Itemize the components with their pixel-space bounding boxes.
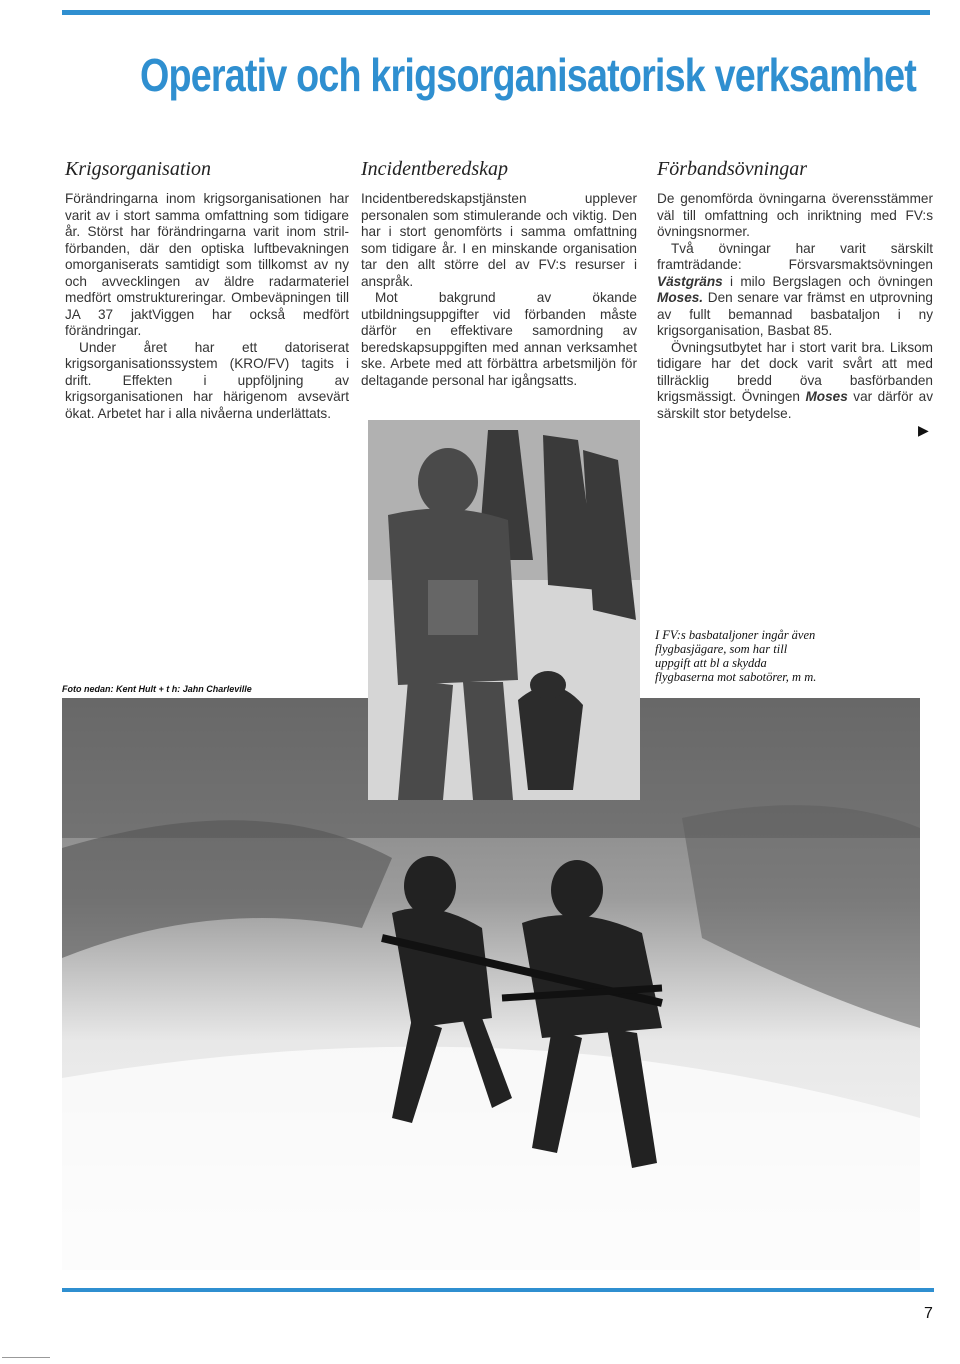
text-run: Den senare var främst en utprovning av fullt bemannad basbataljon i ny krigsorganisation, Basbat 85. <box>657 290 933 338</box>
photo-caption: I FV:s basbataljoner ingår även flygbasjägare, som har till uppgift att bl a skydda flygbaserna mot sabotörer, m m. <box>655 628 817 684</box>
column-krigsorganisation <box>65 158 349 422</box>
exercise-name: Moses <box>805 389 848 404</box>
text-run: i milo Bergslagen och övningen <box>722 273 933 289</box>
column-forbandsovningar <box>657 158 933 422</box>
footer-rule <box>2 1357 50 1358</box>
text-run: var därför av särskilt stor betydelse. <box>657 389 933 421</box>
paragraph: Incidentberedskapstjänsten upplever personalen som stimulerande och viktig. Den har i stort genomförts i samma omfattning som tidigare år. I en minskande organisation tar den allt större del av FV:s resurser i anspråk. <box>361 191 637 289</box>
page-title: Operativ och krigsorganisatorisk verksamhet <box>140 49 917 101</box>
exercise-name: Västgräns <box>657 273 723 289</box>
paragraph <box>657 241 933 340</box>
paragraph: Under året har ett datoriserat krigsorganisationssystem (KRO/FV) tagits i drift. Effekten i uppföljning av krigsorganisationen har härigenom avsevärt ökat. Arbetet har i alla nivåerna underlättats. <box>65 339 349 421</box>
text-run: Övningsutbytet har i stort varit bra. Liksom tidigare har det dock varit svårt att med tillräcklig bredd öva basförbanden krigsmässigt. Övningen <box>657 339 933 404</box>
column-incidentberedskap <box>361 158 637 389</box>
photo-soldiers-with-dog <box>368 420 640 800</box>
paragraph: Mot bakgrund av ökande utbildningsuppgifter vid förbanden måste därför en effektivare samordning av beredskapsuppgiften med annan verksamhet ske. Arbete med att förbättra arbetsmiljön för deltagande personal har igångsatts. <box>361 290 637 388</box>
paragraph <box>657 340 933 423</box>
section-heading: Krigsorganisation <box>65 158 211 180</box>
continue-arrow-icon: ▶ <box>918 422 929 438</box>
section-heading: Förbandsövningar <box>657 158 807 180</box>
top-rule <box>62 10 930 15</box>
exercise-name: Moses. <box>657 290 704 305</box>
text-run: Två övningar har varit särskilt framträdande: Försvarsmaktsövningen <box>657 240 933 272</box>
page-number: 7 <box>924 1305 933 1322</box>
paragraph: Förändringarna inom krigsorganisationen har varit av i stort samma omfattning som tidigare år. Störst har förändringarna varit inom stril-förbanden, där den optiska luftbevakningen omorganiserats samtidigt som tillkomst av ny och avvecklingen av äldre radarmateriel medfört omstruktureringar. Ombeväpningen till JA 37 jaktViggen har också medfört förändringar. <box>65 191 349 338</box>
photo-credit: Foto nedan: Kent Hult + t h: Jahn Charleville <box>62 684 252 694</box>
paragraph: De genomförda övningarna överensstämmer väl till omfattning och inriktning med FV:s övningsnormer. <box>657 191 933 239</box>
bottom-rule <box>62 1288 934 1292</box>
section-heading: Incidentberedskap <box>361 158 508 180</box>
